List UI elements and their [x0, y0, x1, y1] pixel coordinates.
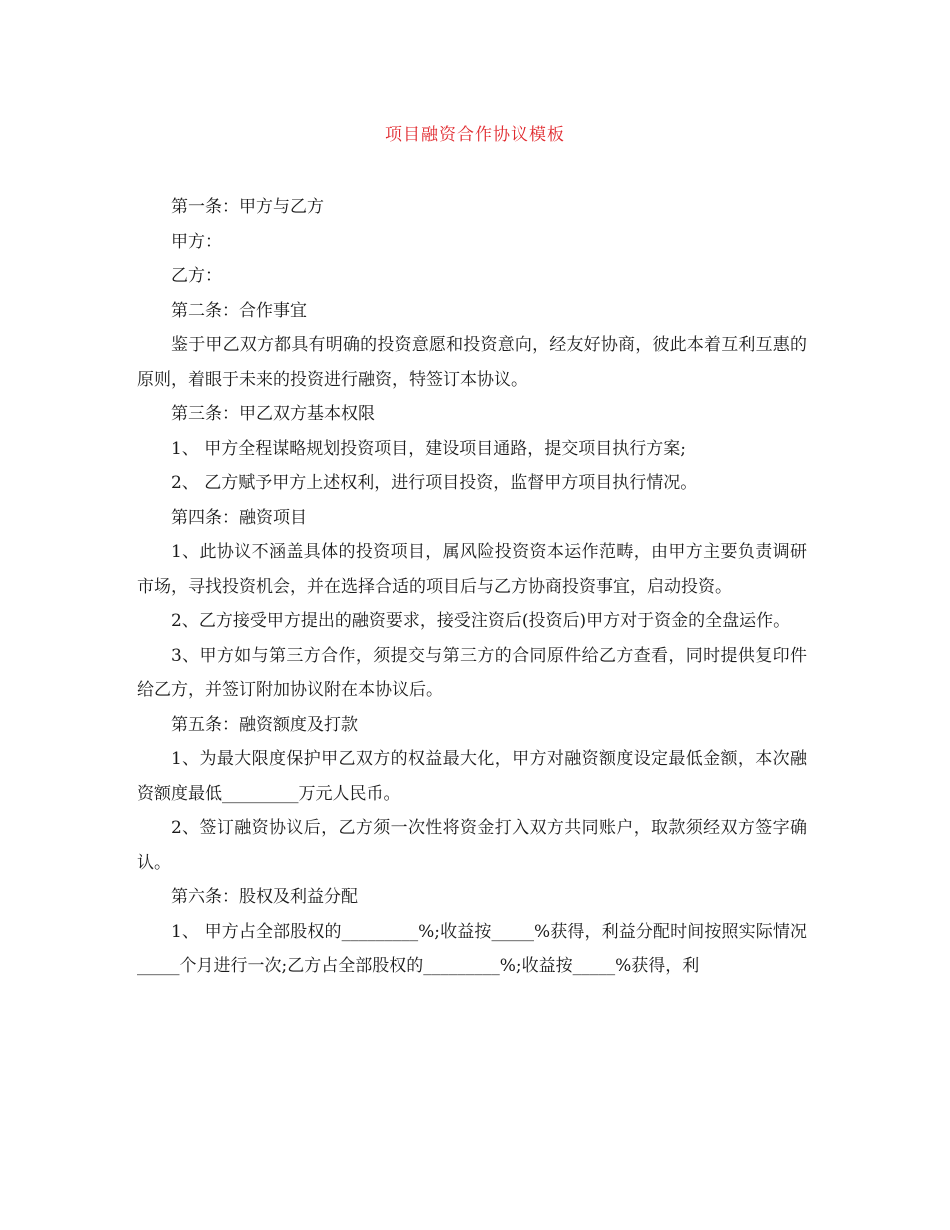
clause-heading-5: 第五条：融资额度及打款	[171, 714, 358, 735]
clause-heading-3: 第三条：甲乙双方基本权限	[171, 404, 375, 424]
clause-heading-6: 第六条：股权及利益分配	[171, 887, 358, 907]
clause-4-item-2: 2、乙方接受甲方提出的融资要求，接受注资后(投资后)甲方对于资金的全盘运作。	[171, 611, 791, 631]
clause-heading-2: 第二条：合作事宜	[171, 300, 307, 321]
party-a-line: 甲方：	[171, 231, 222, 252]
clause-heading-4: 第四条：融资项目	[171, 507, 307, 528]
clause-4-item-1: 1、此协议不涵盖具体的投资项目，属风险投资资本运作范畴，由甲方主要负责调研市场，寻找投资机会，并在选择合适的项目后与乙方协商投资事宜，启动投资。	[137, 542, 807, 597]
clause-3-item-1: 1、 甲方全程谋略规划投资项目，建设项目通路，提交项目执行方案;	[171, 438, 686, 459]
document-body	[137, 190, 807, 984]
clause-2-text: 鉴于甲乙双方都具有明确的投资意愿和投资意向，经友好协商，彼此本着互利互惠的原则，着眼于未来的投资进行融资，特签订本协议。	[137, 335, 807, 390]
clause-3-item-2: 2、 乙方赋予甲方上述权利，进行项目投资，监督甲方项目执行情况。	[171, 473, 698, 493]
clause-5-item-1: 1、为最大限度保护甲乙双方的权益最大化，甲方对融资额度设定最低金额，本次融资额度最低_________万元人民币。	[137, 749, 807, 804]
clause-4-item-3: 3、甲方如与第三方合作，须提交与第三方的合同原件给乙方查看，同时提供复印件给乙方，并签订附加协议附在本协议后。	[137, 645, 807, 700]
document-title: 项目融资合作协议模板	[385, 125, 565, 145]
clause-heading-1: 第一条：甲方与乙方	[171, 197, 324, 217]
clause-5-item-2: 2、签订融资协议后，乙方须一次性将资金打入双方共同账户，取款须经双方签字确认。	[137, 818, 807, 873]
clause-6-item-1: 1、 甲方占全部股权的_________%;收益按_____%获得，利益分配时间按照实际情况_____个月进行一次;乙方占全部股权的_________%;收益按_____%获得，利	[137, 921, 807, 976]
party-b-line: 乙方：	[171, 266, 222, 286]
